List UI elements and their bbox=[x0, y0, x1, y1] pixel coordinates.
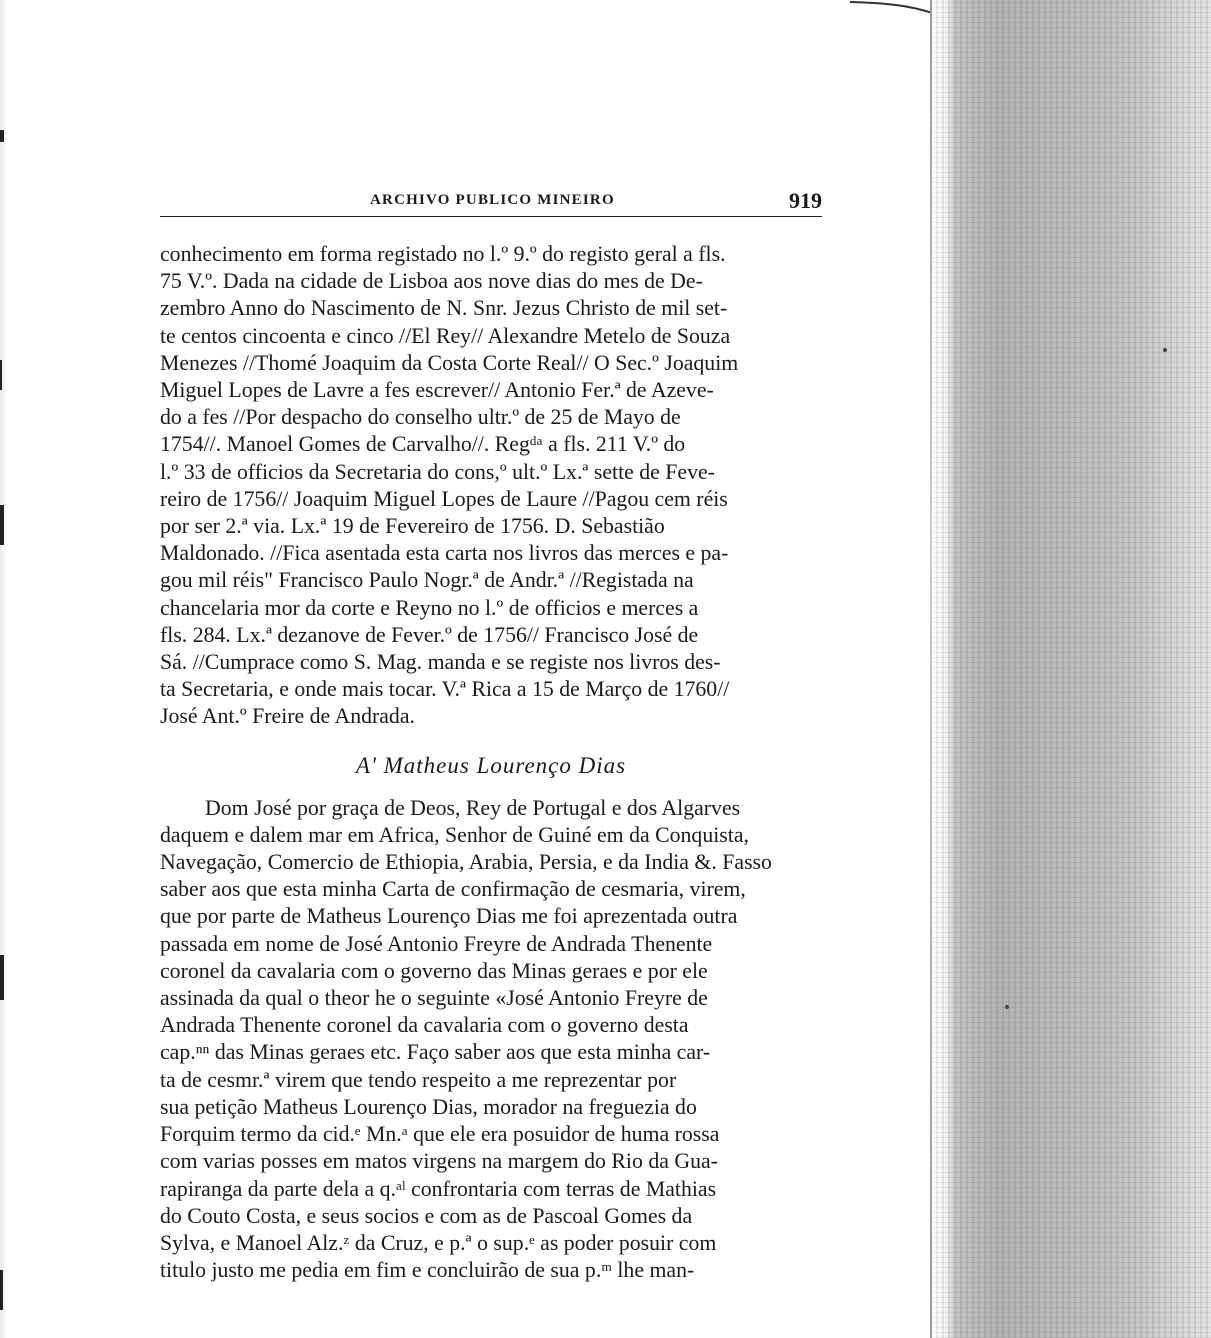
text-line: rapiranga da parte dela a q.ᵃˡ confrontaria com terras de Mathias bbox=[160, 1176, 717, 1201]
text-line: saber aos que esta minha Carta de confirmação de cesmaria, virem, bbox=[160, 877, 746, 902]
text-line: daquem e dalem mar em Africa, Senhor de Guiné em da Conquista, bbox=[160, 822, 749, 847]
text-line: ta de cesmr.ª virem que tendo respeito a me reprezentar por bbox=[160, 1067, 677, 1092]
text-line: por ser 2.ª via. Lx.ª 19 de Fevereiro de 1756. D. Sebastião bbox=[160, 514, 665, 539]
scan-edge-mark bbox=[0, 955, 4, 1000]
paragraph-1 bbox=[160, 241, 822, 731]
text-line: Forquim termo da cid.ᵉ Mn.ᵃ que ele era posuidor de huma rossa bbox=[160, 1122, 720, 1147]
text-line: 75 V.º. Dada na cidade de Lisboa aos nove dias do mes de De- bbox=[160, 269, 703, 294]
text-line: ta Secretaria, e onde mais tocar. V.ª Rica a 15 de Março de 1760// bbox=[160, 677, 730, 702]
book-gutter bbox=[930, 0, 1211, 1338]
text-line: com varias posses em matos virgens na margem do Rio da Gua- bbox=[160, 1149, 718, 1174]
text-line: l.º 33 de officios da Secretaria do cons,º ult.º Lx.ª sette de Feve- bbox=[160, 459, 715, 484]
text-line: que por parte de Matheus Lourenço Dias me foi aprezentada outra bbox=[160, 904, 738, 929]
text-line: José Ant.º Freire de Andrada. bbox=[160, 704, 415, 729]
section-heading: A' Matheus Lourenço Dias bbox=[355, 752, 627, 778]
scan-speck bbox=[1163, 348, 1167, 352]
text-line: do a fes //Por despacho do conselho ultr.º de 25 de Mayo de bbox=[160, 405, 681, 430]
text-line: Menezes //Thomé Joaquim da Costa Corte Real// O Sec.º Joaquim bbox=[160, 350, 739, 375]
text-line: Sá. //Cumprace como S. Mag. manda e se registe nos livros des- bbox=[160, 650, 721, 675]
text-line: sua petição Matheus Lourenço Dias, morador na freguezia do bbox=[160, 1094, 697, 1119]
text-line: conhecimento em forma registado no l.º 9.º do registo geral a fls. bbox=[160, 242, 726, 266]
text-line: 1754//. Manoel Gomes de Carvalho//. Regᵈᵃ a fls. 211 V.º do bbox=[160, 432, 686, 457]
text-line: titulo justo me pedia em fim e concluirão de sua p.ᵐ lhe man- bbox=[160, 1258, 695, 1283]
text-line: passada em nome de José Antonio Freyre de Andrada Thenente bbox=[160, 931, 713, 956]
scan-speck bbox=[1005, 1005, 1009, 1009]
scan-edge-mark bbox=[0, 1270, 3, 1310]
text-line: Navegação, Comercio de Ethiopia, Arabia, Persia, e da India &. Fasso bbox=[160, 850, 772, 875]
text-line: Andrada Thenente coronel da cavalaria com o governo desta bbox=[160, 1013, 689, 1038]
text-line: te centos cincoenta e cinco //El Rey// Alexandre Metelo de Souza bbox=[160, 323, 731, 348]
gutter-line bbox=[930, 0, 932, 1338]
scan-edge-mark bbox=[0, 505, 4, 545]
text-line: Miguel Lopes de Lavre a fes escrever// Antonio Fer.ª de Azeve- bbox=[160, 378, 714, 403]
text-line: Maldonado. //Fica asentada esta carta nos livros das merces e pa- bbox=[160, 541, 729, 566]
page-left-edge bbox=[0, 0, 8, 1338]
text-line: zembro Anno do Nascimento de N. Snr. Jezus Christo de mil set- bbox=[160, 296, 728, 321]
text-line: assinada da qual o theor he o seguinte «José Antonio Freyre de bbox=[160, 986, 708, 1011]
running-title: ARCHIVO PUBLICO MINEIRO bbox=[370, 192, 615, 208]
text-line: Dom José por graça de Deos, Rey de Portugal e dos Algarves bbox=[205, 795, 741, 820]
paragraph-2 bbox=[160, 795, 822, 1285]
text-line: coronel da cavalaria com o governo das Minas geraes e por ele bbox=[160, 958, 708, 983]
scan-edge-mark bbox=[0, 360, 2, 390]
text-line: gou mil réis" Francisco Paulo Nogr.ª de Andr.ª //Registada na bbox=[160, 568, 694, 593]
text-line: chancelaria mor da corte e Reyno no l.º de officios e merces a bbox=[160, 595, 699, 620]
text-line: Sylva, e Manoel Alz.ᶻ da Cruz, e p.ª o sup.ᵉ as poder posuir com bbox=[160, 1230, 717, 1255]
text-line: do Couto Costa, e seus socios e com as de Pascoal Gomes da bbox=[160, 1203, 693, 1228]
page-content bbox=[160, 190, 822, 1284]
running-head bbox=[160, 190, 822, 217]
text-line: cap.ⁿⁿ das Minas geraes etc. Faço saber aos que esta minha car- bbox=[160, 1040, 711, 1065]
scan-edge-mark bbox=[0, 130, 4, 142]
text-line: fls. 284. Lx.ª dezanove de Fever.º de 1756// Francisco José de bbox=[160, 622, 699, 647]
text-line: reiro de 1756// Joaquim Miguel Lopes de Laure //Pagou cem réis bbox=[160, 486, 728, 511]
page-number: 919 bbox=[789, 188, 822, 213]
